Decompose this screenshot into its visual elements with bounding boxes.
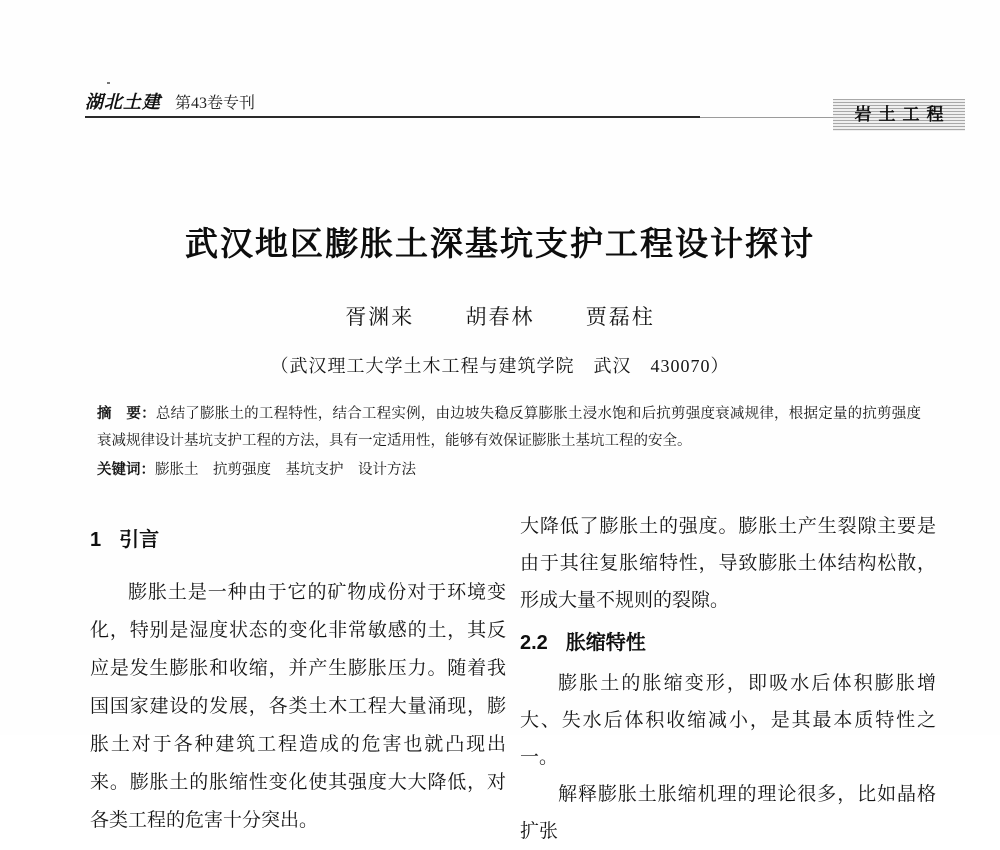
- shrink-swell-paragraph-1: 膨胀土的胀缩变形，即吸水后体积膨胀增大、失水后体积收缩减小，是其最本质特性之一。: [520, 673, 936, 768]
- abstract-label: 摘 要：: [97, 406, 156, 422]
- author-1: 胥渊来: [345, 305, 415, 329]
- keywords-line: [97, 458, 921, 479]
- left-column: [90, 512, 506, 840]
- section-title: 胀缩特性: [565, 632, 646, 654]
- author-3: 贾磊柱: [585, 305, 655, 329]
- section-number: 1: [90, 529, 102, 551]
- header-rule-extension: [700, 117, 835, 118]
- author-2: 胡春林: [465, 305, 535, 329]
- section-heading-shrink-swell: [520, 631, 936, 655]
- section-badge: 岩土工程: [833, 99, 965, 131]
- keywords-label: 关键词：: [97, 462, 155, 478]
- section-title: 引言: [119, 529, 160, 551]
- section-number: 2.2: [520, 632, 548, 654]
- article-title: 武汉地区膨胀土深基坑支护工程设计探讨: [185, 225, 815, 263]
- shrink-swell-paragraph-2-clipped: 解释膨胀土胀缩机理的理论很多，比如晶格扩张: [520, 784, 936, 842]
- abstract-block: [97, 401, 921, 455]
- intro-paragraph: 膨胀土是一种由于它的矿物成份对于环境变化，特别是湿度状态的变化非常敏感的土，其反应是发生膨胀和收缩，并产生膨胀压力。随着我国国家建设的发展，各类土木工程大量涌现，膨胀土对于各种建筑工程造成的危害也就凸现出来。膨胀土的胀缩性变化使其强度大大降低，对各类工程的危害十分突出。: [90, 582, 506, 831]
- header-rule: [85, 116, 700, 118]
- journal-issue: 第43卷专刊: [175, 95, 256, 112]
- section-heading-introduction: [90, 528, 506, 552]
- continuation-paragraph: 大降低了膨胀土的强度。膨胀土产生裂隙主要是由于其往复胀缩特性，导致膨胀土体结构松散，形成大量不规则的裂隙。: [520, 516, 936, 611]
- journal-name: 湖北土建: [85, 92, 161, 112]
- journal-header: [85, 88, 255, 114]
- keywords-text: 膨胀土 抗剪强度 基坑支护 设计方法: [155, 462, 416, 478]
- scan-speck: [107, 82, 110, 84]
- affiliation-line: （武汉理工大学土木工程与建筑学院 武汉 430070）: [270, 356, 730, 376]
- author-line: [0, 301, 1000, 331]
- right-column: [520, 508, 936, 850]
- abstract-text: 总结了膨胀土的工程特性，结合工程实例，由边坡失稳反算膨胀土浸水饱和后抗剪强度衰减规律，根据定量的抗剪强度衰减规律设计基坑支护工程的方法，具有一定适用性，能够有效保证膨胀土基坑工程的安全。: [97, 406, 921, 449]
